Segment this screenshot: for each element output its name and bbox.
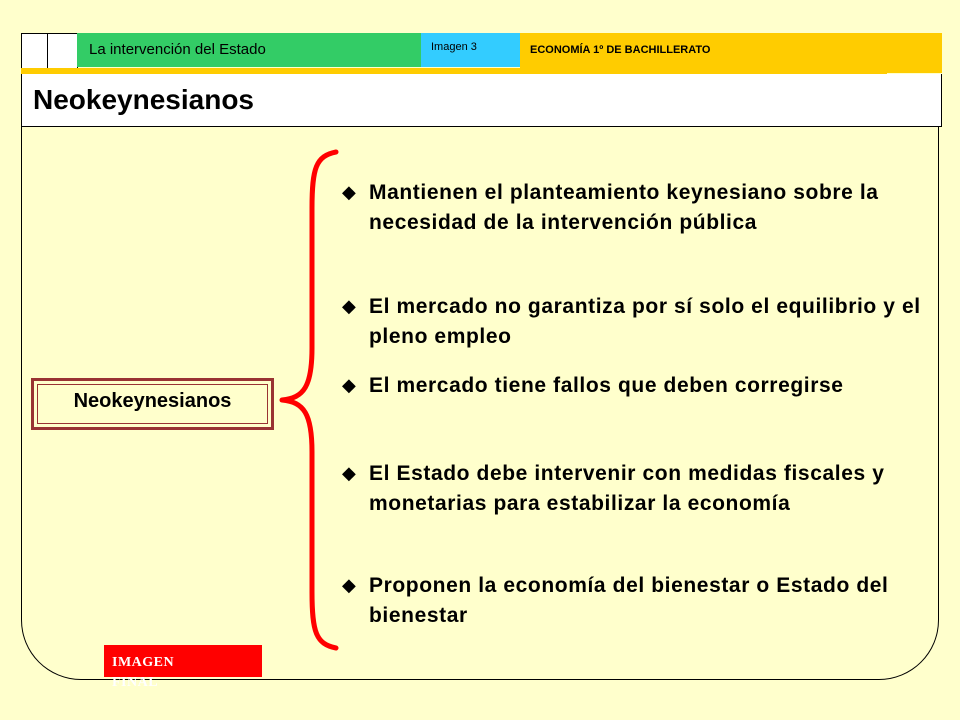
diamond-icon: ◆ bbox=[342, 182, 357, 203]
concept-box bbox=[31, 378, 274, 430]
diamond-icon: ◆ bbox=[342, 575, 357, 596]
diamond-icon: ◆ bbox=[342, 375, 357, 396]
header-section-title: La intervención del Estado bbox=[89, 41, 266, 58]
diamond-icon: ◆ bbox=[342, 296, 357, 317]
page-title: Neokeynesianos bbox=[33, 84, 254, 115]
bullet-text: Proponen la economía del bienestar o Estado del bienestar bbox=[369, 574, 889, 627]
title-bar bbox=[21, 74, 942, 127]
bullet-item bbox=[342, 178, 932, 238]
header-image-label: Imagen 3 bbox=[431, 41, 477, 53]
header-square-left bbox=[21, 33, 48, 69]
final-image-button[interactable] bbox=[104, 645, 262, 690]
header-course-tab bbox=[520, 33, 942, 73]
bullet-item bbox=[342, 571, 932, 631]
concept-label: Neokeynesianos bbox=[73, 390, 232, 412]
header-course-label: ECONOMÍA 1º DE BACHILLERATO bbox=[530, 44, 711, 56]
header-square-right bbox=[47, 33, 78, 69]
header-section-title-tab[interactable] bbox=[77, 33, 421, 67]
bullet-item bbox=[342, 292, 932, 352]
bullet-text: Mantienen el planteamiento keynesiano sobre la necesidad de la intervención pública bbox=[369, 181, 879, 234]
bullet-text: El mercado tiene fallos que deben corregirse bbox=[369, 374, 844, 397]
diamond-icon: ◆ bbox=[342, 463, 357, 484]
final-image-label: IMAGEN FINAL bbox=[112, 655, 175, 690]
bullet-item bbox=[342, 371, 932, 401]
header-image-tab[interactable] bbox=[421, 33, 520, 67]
curly-brace bbox=[272, 148, 342, 652]
bullet-text: El mercado no garantiza por sí solo el equilibrio y el pleno empleo bbox=[369, 295, 921, 348]
bullet-item bbox=[342, 459, 932, 519]
bullet-text: El Estado debe intervenir con medidas fiscales y monetarias para estabilizar la economía bbox=[369, 462, 885, 515]
